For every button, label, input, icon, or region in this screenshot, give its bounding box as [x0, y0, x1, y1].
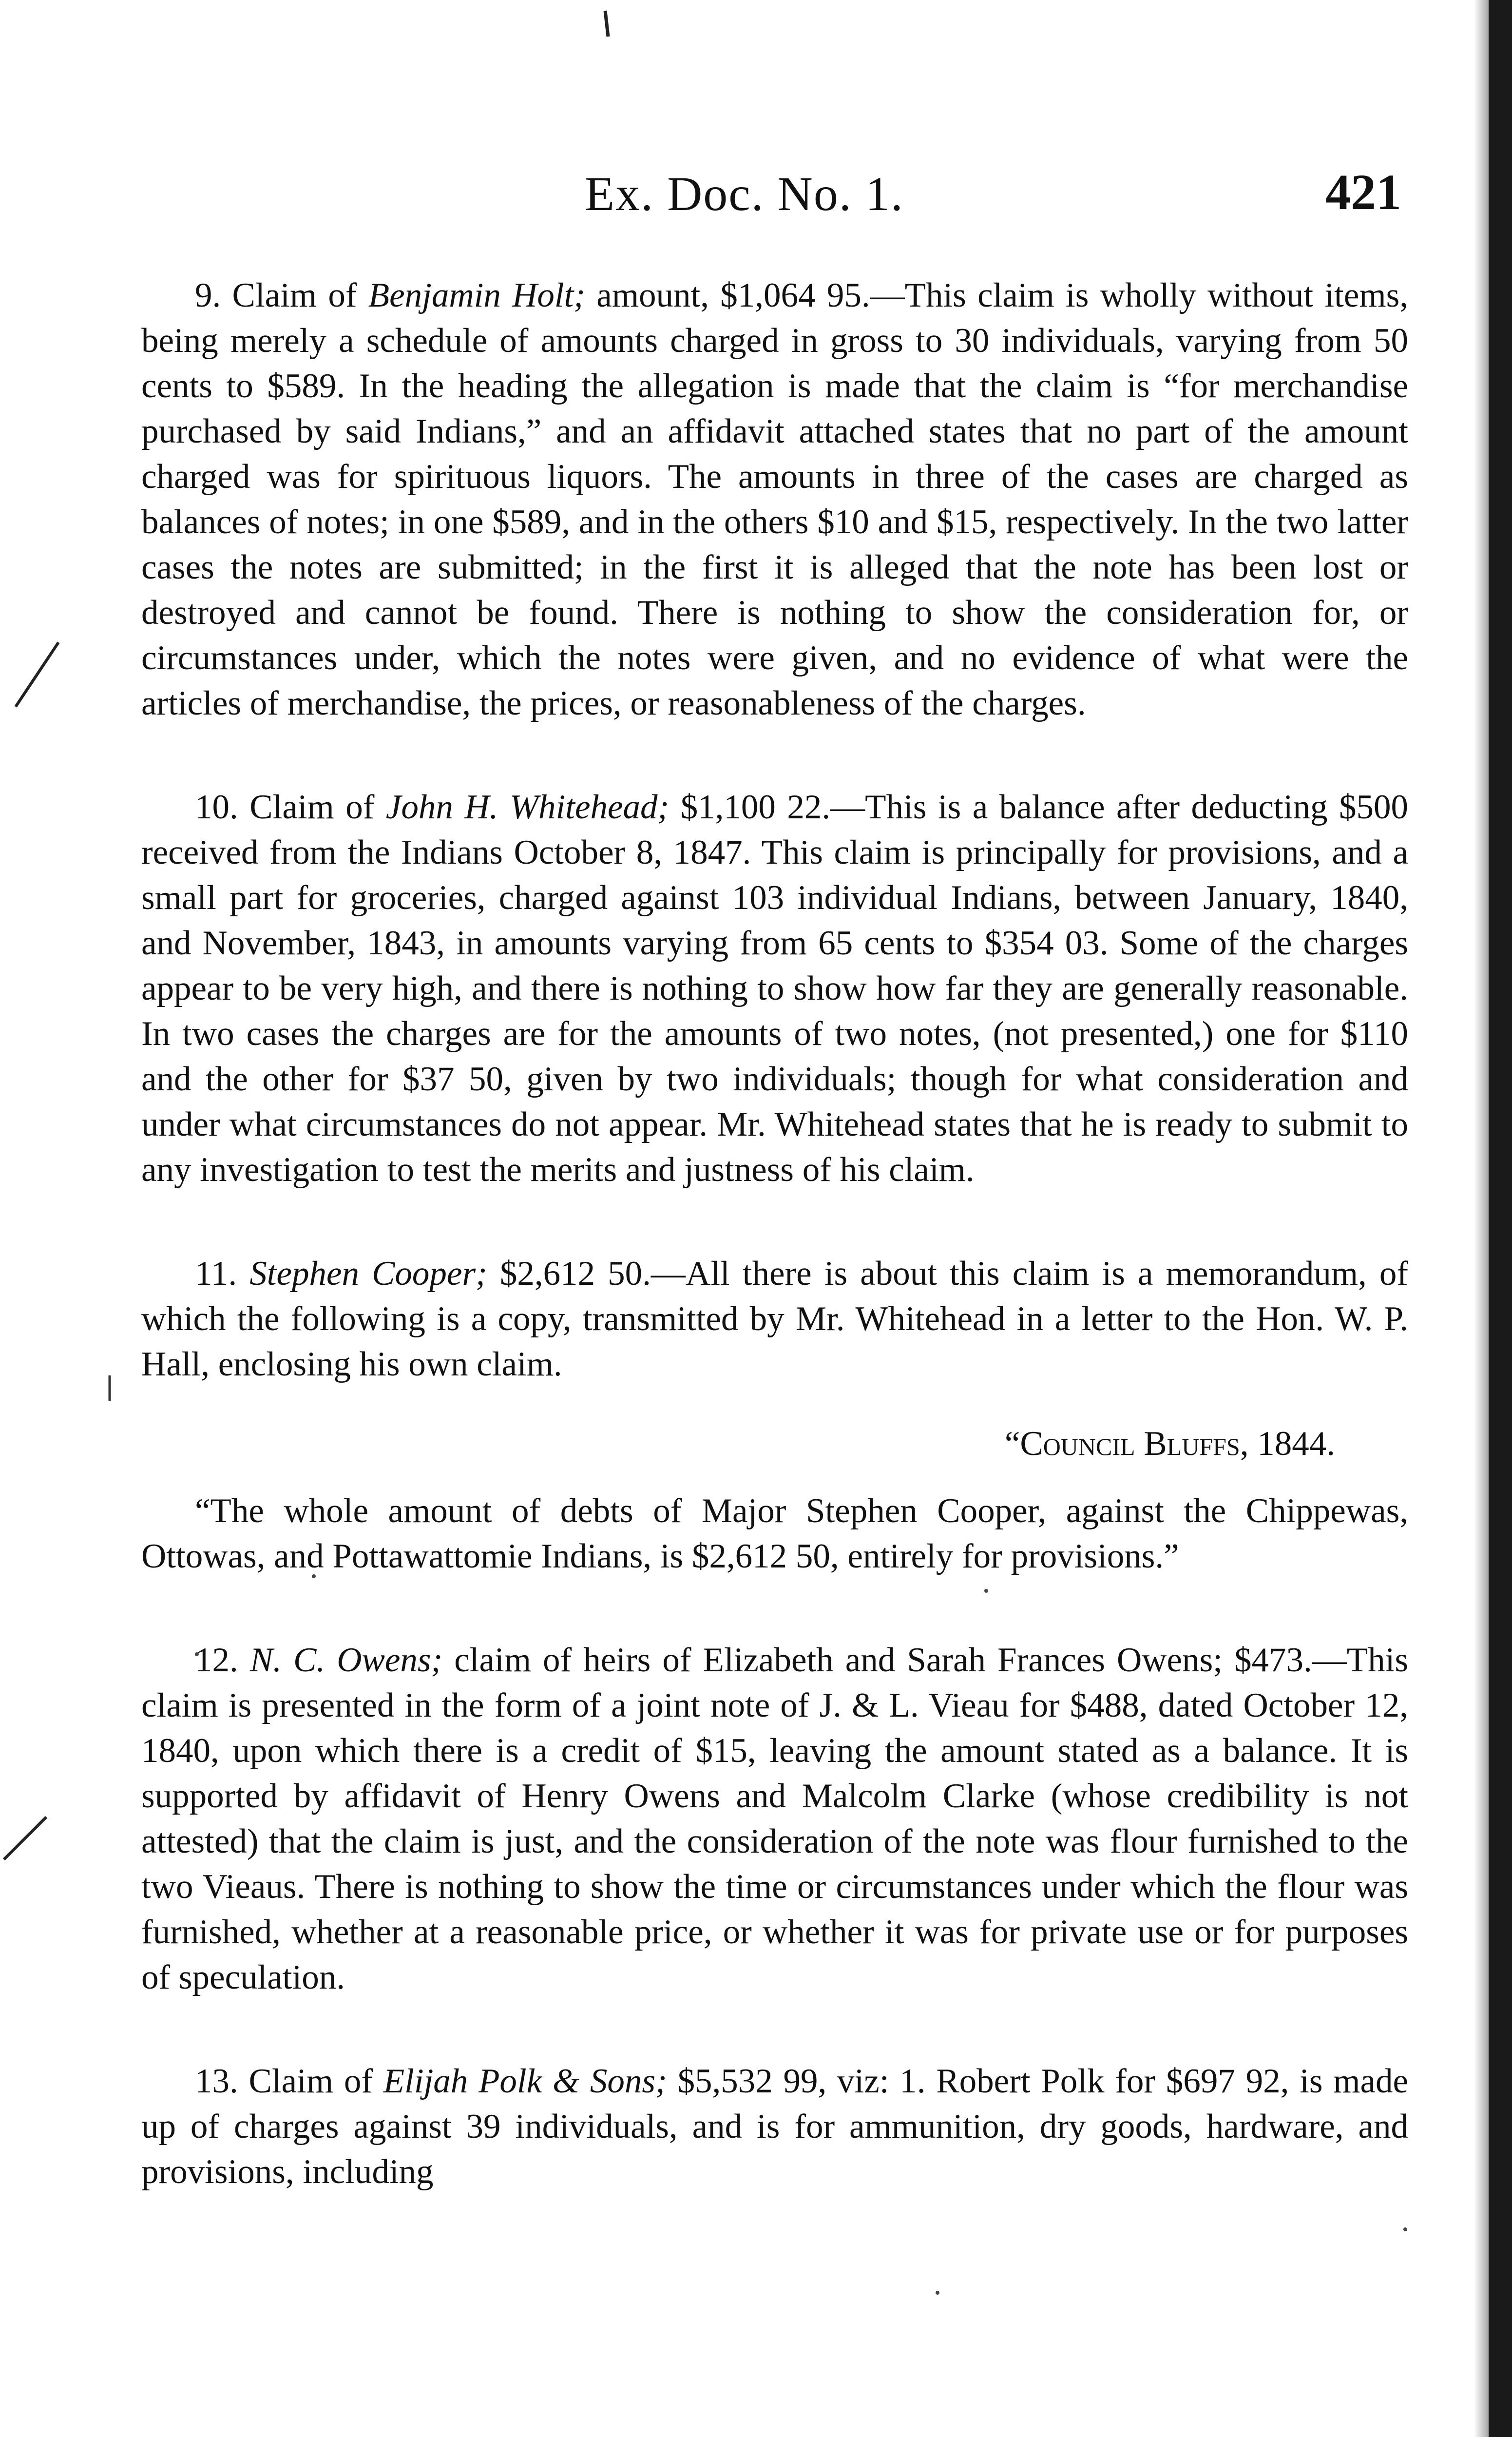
page-edge-shadow: [1489, 0, 1512, 2437]
margin-slash-mark: [0, 1813, 54, 1867]
quote-dateline: “Council Bluffs, 1844.: [1004, 1425, 1335, 1463]
top-tick-mark: [602, 10, 612, 39]
margin-tick-mark: [105, 1374, 115, 1404]
page-header: [0, 161, 1512, 239]
document-title: Ex. Doc. No. 1.: [585, 167, 904, 221]
claim-paragraph-10: 10. Claim of John H. Whitehead; $1,100 22.—This is a balance after deducting $500 received from the Indians October 8, 1847. This claim is principally for provisions, and a small part for groceries, charged against 103 individual Indians, between January, 1840, and November, 1843, in amounts varying from 65 cents to $354 03. Some of the charges appear to be very high, and there is nothing to show how far they are generally reasonable. In two cases the charges are for the amounts of two notes, (not presented,) one for $110 and the other for $37 50, given by two individuals; though for what consideration and under what circumstances do not appear. Mr. Whitehead states that he is ready to submit to any investigation to test the merits and justness of his claim.: [141, 788, 1408, 1189]
claimant-name: Stephen Cooper;: [249, 1255, 487, 1293]
margin-slash-mark: [10, 638, 63, 712]
claimant-name: N. C. Owens;: [249, 1641, 443, 1679]
claimant-name: John H. Whitehead;: [385, 788, 670, 826]
claim-paragraph-12: 12. N. C. Owens; claim of heirs of Elizabeth and Sarah Frances Owens; $473.—This claim is presented in the form of a joint note of J. & L. Vieau for $488, dated October 12, 1840, upon which there is a credit of $15, leaving the amount stated as a balance. It is supported by affidavit of Henry Owens and Malcolm Clarke (whose credibility is not attested) that the claim is just, and the consideration of the note was flour furnished to the two Vieaus. There is nothing to show the time or circumstances under which the flour was furnished, whether at a reasonable price, or whether it was for private use or for purposes of speculation.: [141, 1641, 1408, 1996]
page-edge-fade: [1474, 0, 1489, 2437]
quoted-memorandum: “The whole amount of debts of Major Stephen Cooper, against the Chippewas, Ottowas, and Pottawattomie Indians, is $2,612 50, entirely for provisions.”: [141, 1492, 1408, 1575]
scan-speck: [1403, 2227, 1407, 2231]
scan-speck: [936, 2291, 939, 2295]
claimant-name: Elijah Polk & Sons;: [383, 2062, 667, 2100]
page-number: 421: [1325, 164, 1401, 220]
claim-paragraph-9: 9. Claim of Benjamin Holt; amount, $1,064 95.—This claim is wholly without items, being merely a schedule of amounts charged in gross to 30 individuals, varying from 50 cents to $589. In the heading the allegation is made that the claim is “for merchandise purchased by said Indians,” and an affidavit attached states that no part of the amount charged was for spirituous liquors. The amounts in three of the cases are charged as balances of notes; in one $589, and in the others $10 and $15, respectively. In the two latter cases the notes are submitted; in the first it is alleged that the note has been lost or destroyed and cannot be found. There is nothing to show the consideration for, or circumstances under, which the notes were given, and no evidence of what were the articles of merchandise, the prices, or reasonableness of the charges.: [141, 276, 1408, 722]
page-body: [141, 273, 1408, 2195]
claim-paragraph-13: 13. Claim of Elijah Polk & Sons; $5,532 99, viz: 1. Robert Polk for $697 92, is made up of charges against 39 individuals, and is for ammunition, dry goods, hardware, and provisions, including: [141, 2062, 1408, 2191]
claim-paragraph-11: 11. Stephen Cooper; $2,612 50.—All there is about this claim is a memorandum, of which the following is a copy, transmitted by Mr. Whitehead in a letter to the Hon. W. P. Hall, enclosing his own claim.: [141, 1255, 1408, 1383]
claimant-name: Benjamin Holt;: [368, 276, 586, 314]
